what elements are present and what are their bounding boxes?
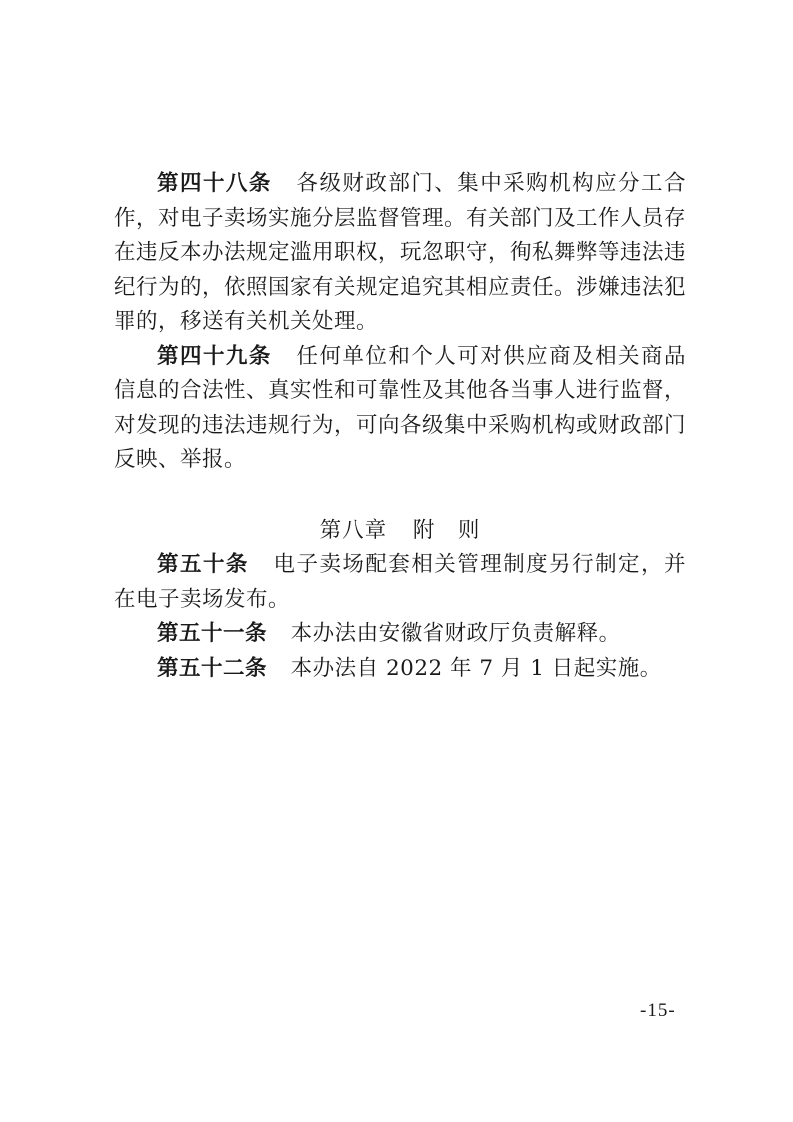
article-text: 本办法由安徽省财政厅负责解释。	[290, 621, 621, 646]
chapter-title: 附 则	[412, 517, 481, 543]
article-52	[114, 652, 686, 687]
chapter-number: 第八章	[319, 517, 388, 543]
article-number: 第五十二条	[157, 655, 268, 681]
article-51	[114, 617, 686, 652]
article-text: 任何单位和个人可对供应商及相关商品信息的合法性、真实性和可靠性及其他各当事人进行监督，对发现的违法违规行为，可向各级集中采购机构或财政部门反映、举报。	[114, 343, 687, 472]
article-49	[114, 340, 686, 478]
page-number: -15-	[640, 1000, 676, 1021]
article-text: 电子卖场配套相关管理制度另行制定，并在电子卖场发布。	[114, 552, 686, 612]
article-number: 第四十八条	[157, 171, 272, 196]
article-50	[114, 548, 686, 617]
chapter-heading	[114, 514, 686, 549]
article-text: 本办法自 2022 年 7 月 1 日起实施。	[290, 655, 662, 681]
article-number: 第五十一条	[157, 621, 268, 646]
article-number: 第四十九条	[157, 343, 272, 369]
article-number: 第五十条	[157, 552, 249, 577]
article-48	[114, 167, 686, 340]
article-text: 各级财政部门、集中采购机构应分工合作，对电子卖场实施分层监督管理。有关部门及工作人员存在违反本办法规定滥用职权，玩忽职守，徇私舞弊等违法违纪行为的，依照国家有关规定追究其相应责任。涉嫌违法犯罪的，移送有关机关处理。	[114, 171, 687, 334]
document-body	[114, 167, 686, 686]
